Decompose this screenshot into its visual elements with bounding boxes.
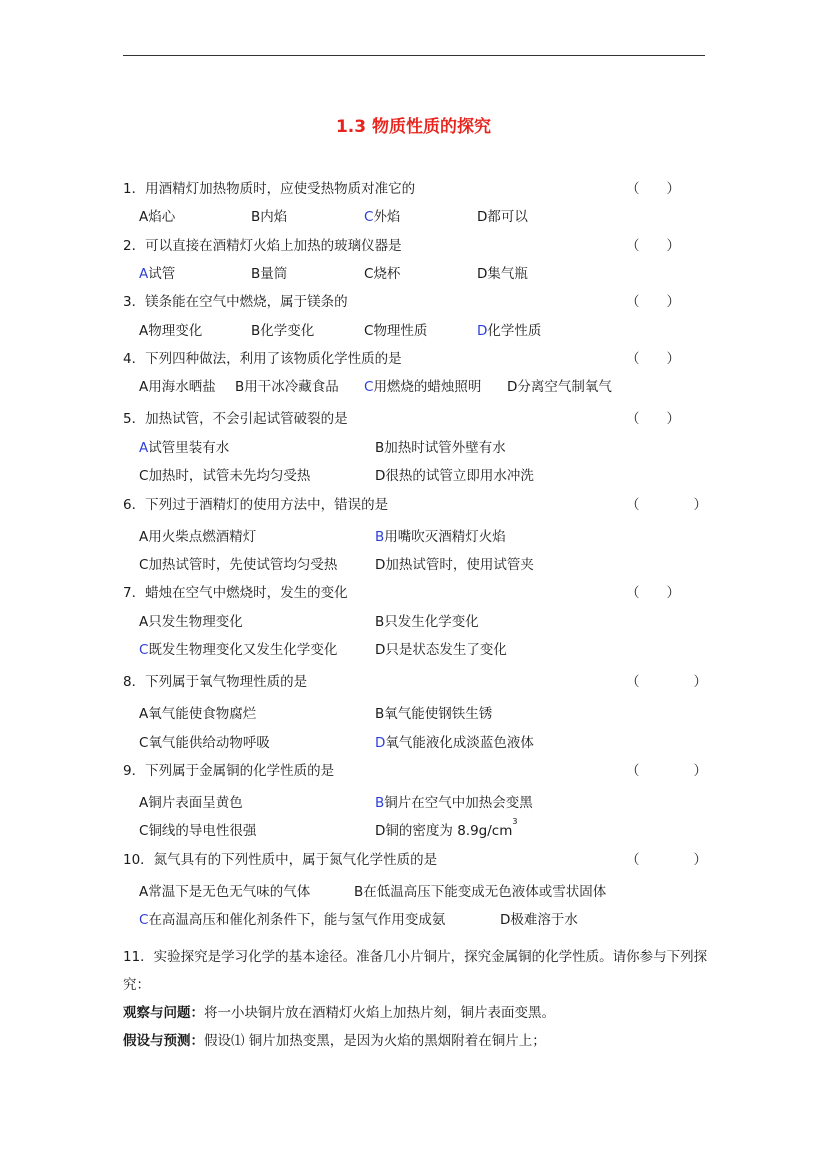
option-d <box>477 205 528 225</box>
option-a <box>139 436 229 456</box>
option-text: 内焰 <box>260 209 288 225</box>
option-letter: B <box>375 529 385 545</box>
option-letter: D <box>375 735 386 751</box>
option-letter: D <box>375 642 386 658</box>
option-text: 试管 <box>148 266 176 282</box>
option-c <box>139 638 337 658</box>
option-letter: D <box>477 209 488 225</box>
option-letter: A <box>139 529 149 545</box>
option-c <box>364 205 400 225</box>
option-letter: D <box>375 468 386 484</box>
option-text: 外焰 <box>373 209 401 225</box>
option-a <box>139 702 256 722</box>
option-d <box>477 319 541 339</box>
option-text: 氧气能使钢铁生锈 <box>384 706 493 722</box>
option-text: 加热时，试管未先均匀受热 <box>148 468 311 484</box>
option-text: 用海水晒盐 <box>148 379 216 395</box>
question-10-stem: 10．氮气具有的下列性质中，属于氮气化学性质的是 <box>123 852 438 868</box>
option-c <box>139 819 256 839</box>
option-text: 用干冰冷藏食品 <box>244 379 339 395</box>
option-letter: B <box>251 323 261 339</box>
hypothesis-text: 假设⑴ 铜片加热变黑，是因为火焰的黑烟附着在铜片上； <box>204 1033 546 1049</box>
option-letter: C <box>364 323 374 339</box>
option-b <box>251 262 287 282</box>
option-c <box>364 375 481 395</box>
option-text: 铜片表面呈黄色 <box>148 795 243 811</box>
observe-label: 观察与问题： <box>123 1005 204 1021</box>
option-text: 只是状态发生了变化 <box>385 642 507 658</box>
option-a <box>139 262 175 282</box>
answer-blank: （ ） <box>626 181 680 197</box>
option-letter: B <box>375 440 385 456</box>
answer-blank: （ ） <box>626 497 707 513</box>
answer-blank: （ ） <box>626 238 680 254</box>
answer-blank: （ ） <box>626 674 707 690</box>
option-letter: C <box>139 557 149 573</box>
question-6-stem: 6．下列过于酒精灯的使用方法中，错误的是 <box>123 497 389 513</box>
option-a <box>139 791 243 811</box>
q11-hypothesis <box>123 1027 708 1055</box>
option-letter: C <box>139 823 149 839</box>
option-text: 氧气能液化成淡蓝色液体 <box>385 735 534 751</box>
answer-blank: （ ） <box>626 763 707 779</box>
option-c <box>364 319 427 339</box>
option-letter: A <box>139 323 149 339</box>
option-b <box>375 791 533 811</box>
question-1-stem: 1．用酒精灯加热物质时，应使受热物质对准它的 <box>123 181 416 197</box>
option-text: 烧杯 <box>373 266 401 282</box>
option-letter: C <box>364 209 374 225</box>
question-9-stem: 9．下列属于金属铜的化学性质的是 <box>123 763 335 779</box>
q11-observe <box>123 999 708 1027</box>
option-text: 很热的试管立即用水冲洗 <box>385 468 534 484</box>
header-rule <box>123 55 705 56</box>
option-letter: A <box>139 706 149 722</box>
option-a <box>139 610 243 630</box>
option-text: 都可以 <box>487 209 528 225</box>
option-letter: A <box>139 614 149 630</box>
option-letter: B <box>251 209 261 225</box>
option-text: 量筒 <box>260 266 288 282</box>
option-text: 只发生物理变化 <box>148 614 243 630</box>
option-text: 既发生物理变化又发生化学变化 <box>148 642 338 658</box>
option-d <box>477 262 528 282</box>
option-letter: A <box>139 440 149 456</box>
option-text: 在低温高压下能变成无色液体或雪状固体 <box>363 884 607 900</box>
option-letter: C <box>364 266 374 282</box>
hypothesis-label: 假设与预测： <box>123 1033 204 1049</box>
option-a <box>139 375 216 395</box>
option-letter: A <box>139 266 149 282</box>
option-letter: A <box>139 795 149 811</box>
option-a <box>139 205 175 225</box>
option-letter: A <box>139 209 149 225</box>
option-a <box>139 525 256 545</box>
option-b <box>251 205 287 225</box>
option-letter: D <box>500 912 511 928</box>
option-text: 焰心 <box>148 209 176 225</box>
option-b <box>375 525 506 545</box>
answer-blank: （ ） <box>626 351 680 367</box>
option-text: 用燃烧的蜡烛照明 <box>373 379 482 395</box>
question-5-stem: 5．加热试管，不会引起试管破裂的是 <box>123 411 348 427</box>
option-text: 极难溶于水 <box>510 912 578 928</box>
option-letter: B <box>375 795 385 811</box>
option-letter: D <box>507 379 518 395</box>
option-b <box>354 880 606 900</box>
option-text: 加热试管时，先使试管均匀受热 <box>148 557 338 573</box>
option-letter: D <box>375 557 386 573</box>
option-letter: D <box>477 323 488 339</box>
option-c <box>364 262 400 282</box>
option-text: 分离空气制氧气 <box>517 379 612 395</box>
option-d <box>375 464 534 484</box>
answer-blank: （ ） <box>626 852 707 868</box>
option-b <box>375 610 479 630</box>
option-d <box>507 375 612 395</box>
observe-text: 将一小块铜片放在酒精灯火焰上加热片刻，铜片表面变黑。 <box>204 1005 555 1021</box>
option-b <box>235 375 339 395</box>
option-text: 氧气能供给动物呼吸 <box>148 735 270 751</box>
answer-blank: （ ） <box>626 585 680 601</box>
option-letter: C <box>139 642 149 658</box>
answer-blank: （ ） <box>626 294 680 310</box>
option-text: 铜的密度为 8.9g/cm <box>385 823 513 839</box>
option-text: 集气瓶 <box>487 266 528 282</box>
question-2-stem: 2．可以直接在酒精灯火焰上加热的玻璃仪器是 <box>123 238 402 254</box>
option-c <box>139 464 310 484</box>
option-c <box>139 731 270 751</box>
option-text: 化学性质 <box>487 323 542 339</box>
option-letter: D <box>477 266 488 282</box>
option-text: 在高温高压和催化剂条件下，能与氢气作用变成氨 <box>148 912 446 928</box>
option-letter: C <box>364 379 374 395</box>
option-letter: D <box>375 823 386 839</box>
option-d <box>500 908 578 928</box>
option-letter: B <box>375 706 385 722</box>
option-text: 铜线的导电性很强 <box>148 823 257 839</box>
option-b <box>375 702 492 722</box>
q11-stem: 11．实验探究是学习化学的基本途径。准备几小片铜片，探究金属铜的化学性质。请你参与下列探究： <box>123 949 708 993</box>
option-c <box>139 908 445 928</box>
option-text: 铜片在空气中加热会变黑 <box>384 795 533 811</box>
question-3-stem: 3．镁条能在空气中燃烧，属于镁条的 <box>123 294 348 310</box>
superscript: 3 <box>512 817 518 826</box>
option-letter: B <box>375 614 385 630</box>
question-8-stem: 8．下列属于氧气物理性质的是 <box>123 674 308 690</box>
option-a <box>139 319 202 339</box>
option-c <box>139 553 337 573</box>
option-letter: A <box>139 379 149 395</box>
option-text: 常温下是无色无气味的气体 <box>148 884 311 900</box>
option-text: 氧气能使食物腐烂 <box>148 706 257 722</box>
option-letter: C <box>139 912 149 928</box>
option-text: 加热时试管外壁有水 <box>384 440 506 456</box>
option-b <box>251 319 314 339</box>
page-title: 1.3 物质性质的探究 <box>335 117 492 137</box>
option-text: 用火柴点燃酒精灯 <box>148 529 257 545</box>
option-d <box>375 819 517 839</box>
option-text: 物理变化 <box>148 323 203 339</box>
option-text: 试管里装有水 <box>148 440 230 456</box>
option-a <box>139 880 310 900</box>
option-d <box>375 553 534 573</box>
option-letter: C <box>139 468 149 484</box>
option-d <box>375 731 534 751</box>
option-d <box>375 638 507 658</box>
option-letter: A <box>139 884 149 900</box>
question-7-stem: 7．蜡烛在空气中燃烧时，发生的变化 <box>123 585 348 601</box>
option-b <box>375 436 506 456</box>
option-letter: C <box>139 735 149 751</box>
option-text: 用嘴吹灭酒精灯火焰 <box>384 529 506 545</box>
question-4-stem: 4．下列四种做法，利用了该物质化学性质的是 <box>123 351 402 367</box>
option-text: 化学变化 <box>260 323 315 339</box>
option-text: 物理性质 <box>373 323 428 339</box>
option-text: 加热试管时，使用试管夹 <box>385 557 534 573</box>
option-letter: B <box>251 266 261 282</box>
option-letter: B <box>354 884 364 900</box>
answer-blank: （ ） <box>626 411 680 427</box>
question-11 <box>123 943 708 1055</box>
option-text: 只发生化学变化 <box>384 614 479 630</box>
option-letter: B <box>235 379 245 395</box>
